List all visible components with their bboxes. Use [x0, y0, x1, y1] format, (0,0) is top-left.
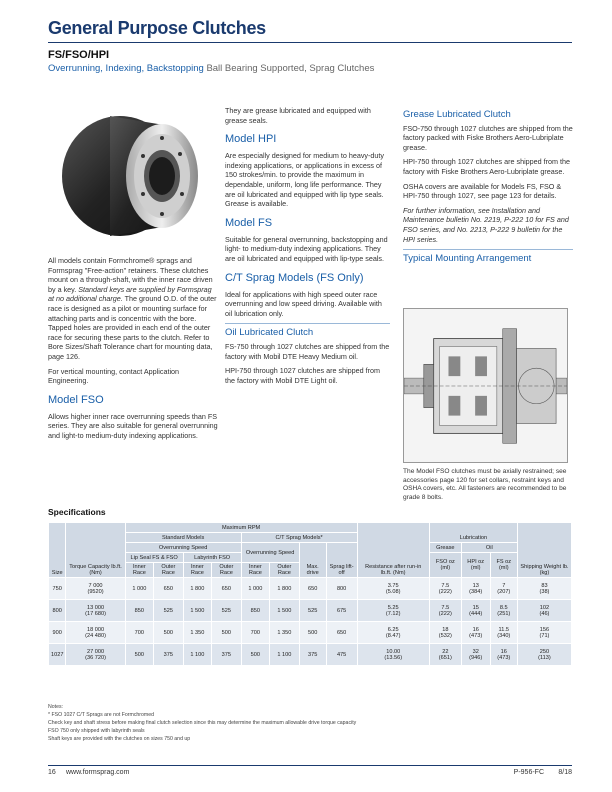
ct-heading: C/T Sprag Models (FS Only) — [225, 271, 364, 284]
cell-value: 15 — [472, 604, 479, 611]
cell-value: 7 — [502, 582, 506, 589]
table-cell — [125, 622, 153, 644]
th-fs: FS oz (ml) — [490, 553, 517, 578]
mount-caption: The Model FSO clutches must be axially restrained; see accessories page 120 for set collars, restraint keys and OSHA covers, etc. All fasteners are recommended to be grade 8 bolts. — [403, 468, 567, 501]
table-cell — [241, 600, 269, 622]
th-ct: C/T Sprag Models* — [241, 533, 357, 543]
table-cell — [461, 644, 490, 666]
subtitle-rest: Ball Bearing Supported, Sprag Clutches — [206, 63, 375, 74]
cell-value: 750 — [52, 585, 62, 592]
subtitle-lead: Overrunning, Indexing, Backstopping — [48, 63, 204, 74]
th-outer: Outer Race — [270, 563, 300, 578]
table-cell — [461, 622, 490, 644]
cell-value: 1027 — [51, 651, 64, 658]
table-row — [49, 622, 572, 644]
table-cell — [270, 578, 300, 600]
cell-value: 1 350 — [190, 629, 205, 636]
page-title: General Purpose Clutches — [48, 18, 266, 38]
middle-column — [225, 106, 390, 390]
table-cell — [183, 600, 211, 622]
table-cell — [154, 600, 184, 622]
grease-p1: FSO-750 through 1027 clutches are shipped from the factory packed with Fiske Brothers Aero-Lubriplate grease. — [403, 123, 573, 152]
table-cell — [183, 578, 211, 600]
cell-value: 16 — [472, 626, 479, 633]
th-resistance: Resistance after run-in lb.ft. (Nm) — [357, 523, 429, 578]
cell-value: 102 — [539, 604, 550, 611]
model-code: FS/FSO/HPI — [48, 49, 110, 61]
cell-value: 1 350 — [277, 629, 292, 636]
cell-value: 900 — [52, 629, 62, 636]
oil-p1: FS-750 through 1027 clutches are shipped from the factory with Mobil DTE Heavy Medium oil. — [225, 341, 390, 361]
cell-value: 1 800 — [277, 585, 292, 592]
cell-value: (71) — [539, 632, 550, 639]
fso-text: Allows higher inner race overrunning speeds than FS series. They are also suitable for general overrunning and light-to medium-duty indexing applications. — [48, 411, 218, 440]
mount-heading: Typical Mounting Arrangement — [403, 253, 532, 265]
table-cell — [49, 622, 66, 644]
cell-value: (9520) — [87, 588, 104, 595]
ct-text: Ideal for applications with high speed outer race overrunning and low speed driving. Available with oil lubrication only. — [225, 289, 382, 318]
table-cell — [299, 578, 326, 600]
table-cell — [49, 644, 66, 666]
cell-value: (222) — [438, 588, 452, 595]
cell-value: 500 — [307, 629, 318, 636]
table-row — [49, 600, 572, 622]
vertical-note: For vertical mounting, contact Application Engineering. — [48, 366, 180, 386]
table-cell — [49, 600, 66, 622]
cell-value: 800 — [52, 607, 62, 614]
intro-paragraph — [48, 256, 218, 362]
cell-value: 1 100 — [277, 651, 292, 658]
table-cell — [299, 600, 326, 622]
table-cell — [270, 600, 300, 622]
cell-value: 1 500 — [277, 607, 292, 614]
cell-value: 850 — [134, 607, 145, 614]
table-cell — [270, 644, 300, 666]
table-cell — [241, 644, 269, 666]
grease-p2: HPI-750 through 1027 clutches are shipped from the factory with Fiske Brothers Aero-Lubriplate grease. — [403, 157, 571, 176]
right-column — [403, 106, 573, 268]
cell-value: 1 500 — [190, 607, 205, 614]
table-cell — [154, 578, 184, 600]
table-cell — [183, 622, 211, 644]
table-cell — [517, 644, 571, 666]
table-cell — [125, 600, 153, 622]
cell-value: 6.25 — [387, 626, 399, 633]
table-cell — [125, 578, 153, 600]
note-2: Check key and shaft stress before making final clutch selection since this may determine the maximum allowable drive torque capacity — [48, 720, 357, 726]
cell-value: 10.00 — [386, 648, 401, 655]
table-cell — [299, 644, 326, 666]
grease-p3: OSHA covers are available for Models FS, FSO & HPI-750 through 1027, see page 123 for details. — [403, 181, 562, 201]
th-torque: Torque Capacity lb.ft. (Nm) — [66, 523, 125, 578]
table-cell — [270, 622, 300, 644]
table-cell — [326, 600, 357, 622]
table-cell — [183, 644, 211, 666]
cell-value: (17 680) — [85, 610, 106, 617]
cell-value: (473) — [497, 654, 511, 661]
divider — [225, 323, 390, 324]
cell-value: (340) — [497, 632, 511, 639]
cell-value: 156 — [539, 626, 550, 633]
fs-text: Suitable for general overrunning, backstopping and light- to medium-duty indexing applications. They are oil lubricated and equipped with lip-type seals. — [225, 234, 388, 263]
cell-value: 500 — [221, 629, 232, 636]
cell-value: (113) — [538, 654, 551, 661]
cell-value: 375 — [307, 651, 318, 658]
cell-value: 500 — [163, 629, 174, 636]
th-inner: Inner Race — [125, 563, 153, 578]
hpi-text: Are especially designed for medium to heavy-duty indexing applications, or applications in excess of 150 strokes/min. to provide the maximum in dependable, uniform, long life performance. They are oil lubricated and equipped with lip type seals. Grease is available. — [225, 151, 385, 209]
table-cell — [154, 644, 184, 666]
cell-value: 1 000 — [248, 585, 263, 592]
table-cell — [326, 644, 357, 666]
table-cell — [49, 578, 66, 600]
hpi-heading: Model HPI — [225, 133, 277, 146]
footer-date: 8/18 — [558, 769, 572, 776]
th-overrunning: Overrunning Speed — [125, 543, 241, 553]
table-cell — [212, 644, 242, 666]
oil-heading: Oil Lubricated Clutch — [225, 327, 314, 339]
cell-value: 32 — [472, 648, 479, 655]
cell-value: (946) — [469, 654, 483, 661]
cell-value: 1 100 — [190, 651, 205, 658]
cell-value: (7.12) — [385, 610, 401, 617]
cell-value: (207) — [497, 588, 511, 595]
spec-title: Specifications — [48, 507, 106, 517]
cell-value: (222) — [438, 610, 452, 617]
fs-heading: Model FS — [225, 216, 273, 229]
table-cell — [517, 600, 571, 622]
th-outer: Outer Race — [154, 563, 184, 578]
table-cell — [299, 622, 326, 644]
grease-intro: They are grease lubricated and equipped with grease seals. — [225, 106, 371, 125]
table-cell — [429, 622, 461, 644]
table-cell — [212, 600, 242, 622]
table-cell — [490, 600, 517, 622]
left-column — [48, 256, 218, 446]
table-cell — [326, 578, 357, 600]
table-cell — [66, 644, 125, 666]
note-3: FSO 750 only shipped with labyrinth seals — [48, 728, 145, 734]
cell-value: (444) — [469, 610, 483, 617]
cell-value: 27 000 — [86, 648, 105, 655]
note-1: * FSO 1027 C/T Sprags are not Formchromed — [48, 712, 155, 718]
th-hpi: HPI oz (ml) — [461, 553, 490, 578]
cell-value: 11.5 — [498, 626, 509, 633]
cell-value: (251) — [497, 610, 511, 617]
cell-value: 13 000 — [86, 604, 105, 611]
table-cell — [357, 622, 429, 644]
cell-value: 700 — [134, 629, 145, 636]
cell-value: 13 — [472, 582, 479, 589]
cell-value: (24 480) — [85, 632, 106, 639]
table-row — [49, 644, 572, 666]
table-cell — [241, 578, 269, 600]
table-cell — [66, 622, 125, 644]
th-labyrinth: Labyrinth FSO — [183, 553, 241, 563]
cell-value: 375 — [163, 651, 174, 658]
mounting-diagram — [403, 308, 568, 463]
table-cell — [429, 600, 461, 622]
th-fso: FSO oz (ml) — [429, 553, 461, 578]
cell-value: (532) — [438, 632, 452, 639]
table-cell — [490, 622, 517, 644]
oil-p2: HPI-750 through 1027 clutches are shipped from the factory with Mobil DTE Light oil. — [225, 366, 381, 385]
cell-value: 375 — [221, 651, 232, 658]
page-number: 16 — [48, 769, 56, 776]
table-cell — [517, 578, 571, 600]
cell-value: 675 — [336, 607, 347, 614]
table-cell — [66, 600, 125, 622]
footer-url[interactable]: www.formsprag.com — [66, 769, 130, 776]
cell-value: 5.25 — [387, 604, 399, 611]
th-outer: Outer Race — [212, 563, 242, 578]
th-inner: Inner Race — [183, 563, 211, 578]
catalog-number: P-956-FC — [513, 769, 544, 776]
table-cell — [154, 622, 184, 644]
cell-value: (36 720) — [85, 654, 106, 661]
th-max-rpm: Maximum RPM — [125, 523, 357, 533]
grease-italic: For further information, see Installation and Maintenance bulletin No. 2219, P-222 10 for FS and FSO series, and No. 2213, P-222 9 bulletin for the HPI series. — [403, 205, 569, 244]
cell-value: 700 — [250, 629, 261, 636]
table-cell — [212, 622, 242, 644]
cell-value: 18 000 — [86, 626, 105, 633]
cell-value: 1 000 — [132, 585, 147, 592]
th-weight: Shipping Weight lb. (kg) — [517, 523, 571, 578]
table-cell — [490, 644, 517, 666]
cell-value: 1 800 — [190, 585, 205, 592]
table-cell — [461, 600, 490, 622]
cell-value: (46) — [539, 610, 550, 617]
cell-value: 650 — [163, 585, 174, 592]
cell-value: 475 — [336, 651, 347, 658]
th-max-drive: Max. drive — [299, 543, 326, 578]
subtitle — [48, 63, 374, 74]
cell-value: 7.5 — [441, 582, 450, 589]
cell-value: 7.5 — [441, 604, 450, 611]
cell-value: 16 — [500, 648, 507, 655]
th-lubrication: Lubrication — [429, 523, 517, 543]
intro-rest: The ground O.D. of the outer race is designed as a pilot or mounting surface for attaching parts and is concentric with the bore. Tapped holes are provided in each end of the outer race for securing these parts to the clutch. Refer to Bore Sizes/Shaft Tolerance chart for mounting data, page 126. — [48, 294, 217, 361]
table-cell — [357, 644, 429, 666]
fso-heading: Model FSO — [48, 393, 104, 406]
th-inner: Inner Race — [241, 563, 269, 578]
cell-value: 22 — [442, 648, 449, 655]
table-cell — [66, 578, 125, 600]
grease-heading: Grease Lubricated Clutch — [403, 109, 511, 120]
cell-value: 500 — [134, 651, 145, 658]
cell-value: 525 — [221, 607, 232, 614]
cell-value: (384) — [469, 588, 483, 595]
th-grease: Grease — [429, 543, 461, 553]
cell-value: (8.47) — [385, 632, 401, 639]
notes-label: Notes: — [48, 704, 63, 710]
title-rule — [48, 42, 572, 43]
cell-value: 8.5 — [499, 604, 508, 611]
cell-value: 525 — [163, 607, 174, 614]
table-cell — [357, 600, 429, 622]
th-orun-ct: Overrunning Speed — [241, 543, 299, 563]
footer — [48, 765, 572, 776]
cell-value: 83 — [541, 582, 548, 589]
table-cell — [461, 578, 490, 600]
table-cell — [326, 622, 357, 644]
th-standard: Standard Models — [125, 533, 241, 543]
intro-text: All models contain Formchrome® sprags and Formsprag "Free-action" retainers. These clutches mount on a through-shaft, with the inner race driven by a key. — [48, 256, 213, 294]
table-cell — [212, 578, 242, 600]
cell-value: 650 — [336, 629, 347, 636]
divider — [403, 249, 573, 250]
th-size: Size — [49, 523, 66, 578]
spec-table — [48, 522, 572, 666]
cell-value: 18 — [442, 626, 449, 633]
th-sprag-liftoff: Sprag lift-off — [326, 543, 357, 578]
cell-value: 850 — [250, 607, 261, 614]
table-cell — [241, 622, 269, 644]
cell-value: 650 — [307, 585, 318, 592]
cell-value: (5.08) — [385, 588, 401, 595]
notes — [48, 703, 356, 743]
intro-italic: Standard keys are supplied by Formsprag at no additional charge. — [48, 284, 212, 304]
cell-value: (38) — [539, 588, 550, 595]
table-cell — [357, 578, 429, 600]
cell-value: 250 — [539, 648, 550, 655]
cell-value: (473) — [469, 632, 483, 639]
cell-value: 7 000 — [88, 582, 103, 589]
cell-value: 3.75 — [387, 582, 399, 589]
cell-value: 525 — [307, 607, 318, 614]
cell-value: (651) — [438, 654, 452, 661]
table-cell — [490, 578, 517, 600]
cell-value: (13.56) — [384, 654, 403, 661]
table-row — [49, 578, 572, 600]
table-cell — [429, 644, 461, 666]
cell-value: 800 — [336, 585, 347, 592]
note-4: Shaft keys are provided with the clutches on sizes 750 and up — [48, 736, 191, 742]
clutch-photo — [50, 98, 210, 248]
cell-value: 500 — [250, 651, 261, 658]
th-oil: Oil — [461, 543, 517, 553]
th-lip-seal: Lip Seal FS & FSO — [125, 553, 183, 563]
table-cell — [429, 578, 461, 600]
cell-value: 650 — [221, 585, 232, 592]
table-cell — [517, 622, 571, 644]
table-cell — [125, 644, 153, 666]
